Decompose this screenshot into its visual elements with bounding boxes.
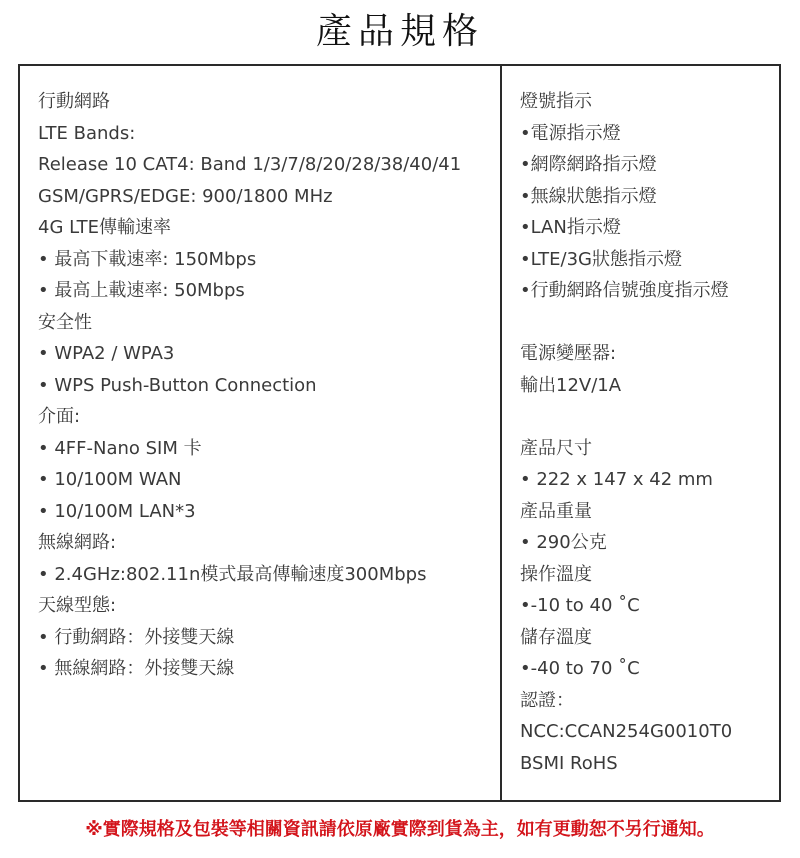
spec-line: 電源變壓器: <box>520 343 617 364</box>
page-title: 產品規格 <box>315 11 484 52</box>
disclaimer-note: ※實際規格及包裝等相關資訊請依原廠實際到貨為主，如有更動恕不另行通知。 <box>85 819 715 840</box>
spec-line: • 290公克 <box>520 532 607 553</box>
spec-line: •無線狀態指示燈 <box>520 185 657 207</box>
spec-line: • 行動網路：外接雙天線 <box>38 626 235 648</box>
spec-line: •網際網路指示燈 <box>520 154 657 175</box>
spec-line: 操作溫度 <box>520 563 592 585</box>
spec-line: Release 10 CAT4: Band 1/3/7/8/20/28/38/40/41 <box>38 154 462 175</box>
spec-line: • 最高下載速率: 150Mbps <box>38 248 257 270</box>
spec-line: •電源指示燈 <box>520 122 621 144</box>
spec-blank-line <box>520 401 775 433</box>
spec-line: 產品重量 <box>520 500 592 522</box>
spec-line: LTE Bands: <box>38 122 136 144</box>
spec-line: • 4FF-Nano SIM 卡 <box>38 437 202 459</box>
spec-line: •LTE/3G狀態指示燈 <box>520 248 682 270</box>
spec-line: 燈號指示 <box>520 91 592 112</box>
spec-line: 儲存溫度 <box>520 626 592 648</box>
spec-table <box>18 64 781 802</box>
spec-right-column <box>520 86 775 779</box>
spec-line: • 無線網路：外接雙天線 <box>38 658 235 679</box>
spec-line: •-40 to 70 ˚C <box>520 658 640 679</box>
spec-line: •-10 to 40 ˚C <box>520 595 640 616</box>
spec-left-column <box>38 86 493 685</box>
spec-line: • 222 x 147 x 42 mm <box>520 469 713 490</box>
spec-line: • 10/100M LAN*3 <box>38 500 196 522</box>
spec-blank-line <box>520 307 775 339</box>
spec-line: 4G LTE傳輸速率 <box>38 217 172 238</box>
column-divider <box>500 66 502 800</box>
spec-line: 產品尺寸 <box>520 437 592 459</box>
spec-line: • 2.4GHz:802.11n模式最高傳輸速度300Mbps <box>38 563 427 585</box>
spec-line: • WPA2 / WPA3 <box>38 343 175 364</box>
spec-line: 天線型態: <box>38 595 117 616</box>
spec-line: 行動網路 <box>38 91 110 112</box>
spec-line: BSMI RoHS <box>520 752 618 774</box>
spec-line: GSM/GPRS/EDGE: 900/1800 MHz <box>38 185 333 207</box>
spec-line: •行動網路信號強度指示燈 <box>520 280 729 301</box>
spec-line: • 最高上載速率: 50Mbps <box>38 280 245 301</box>
spec-line: 認證： <box>520 689 574 711</box>
spec-line: 介面: <box>38 406 81 427</box>
spec-line: 安全性 <box>38 311 92 333</box>
spec-line: 輸出12V/1A <box>520 374 622 396</box>
spec-line: •LAN指示燈 <box>520 217 621 238</box>
spec-line: • WPS Push-Button Connection <box>38 374 317 396</box>
spec-line: 無線網路: <box>38 532 117 553</box>
spec-line: • 10/100M WAN <box>38 469 182 490</box>
spec-line: NCC:CCAN254G0010T0 <box>520 721 733 742</box>
